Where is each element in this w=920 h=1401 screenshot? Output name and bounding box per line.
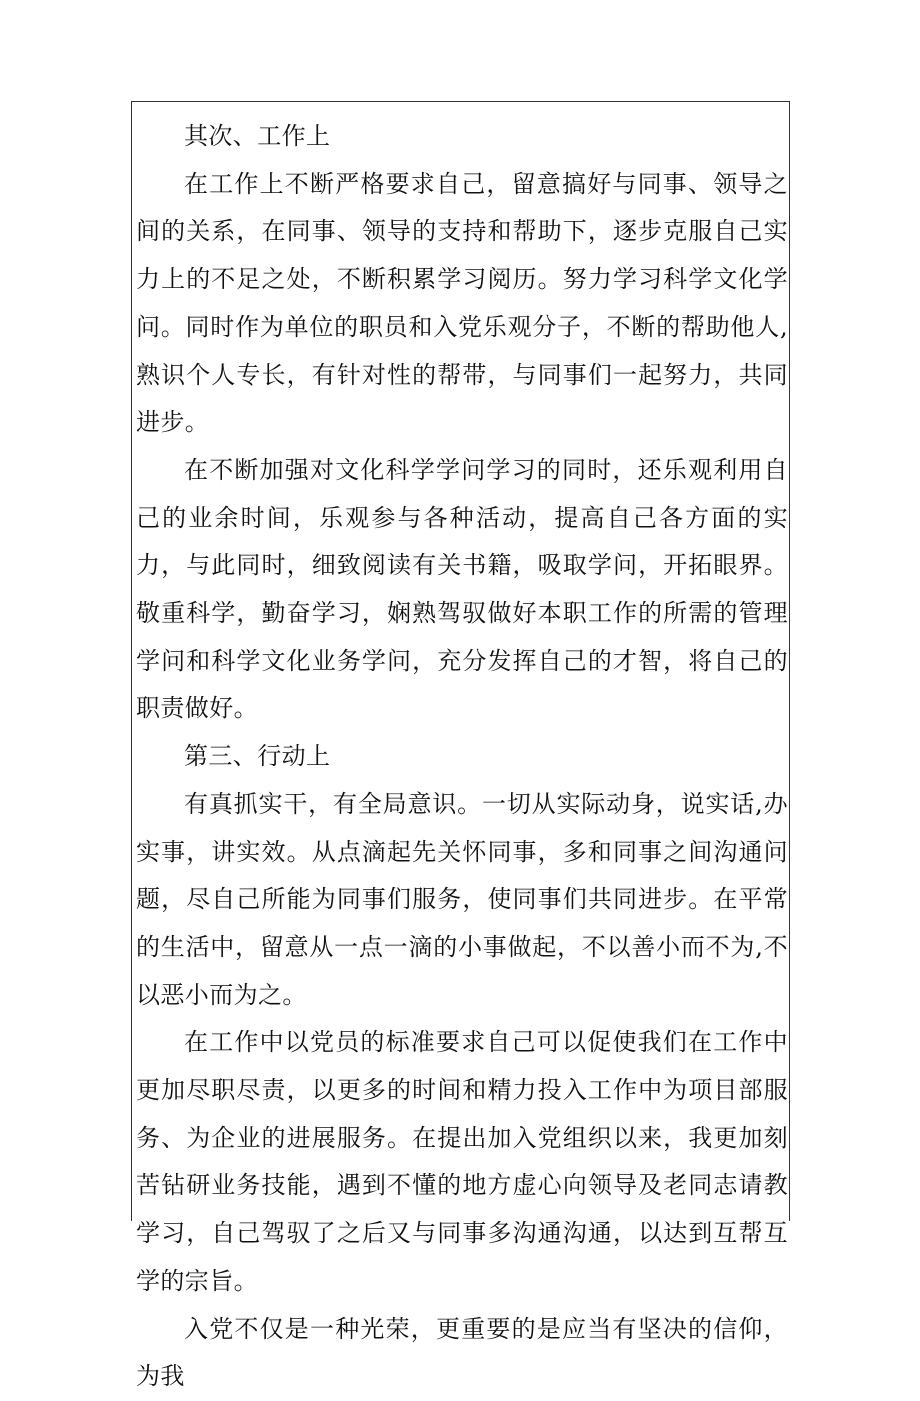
paragraph-action-2: 在工作中以党员的标准要求自己可以促使我们在工作中更加尽职尽责，以更多的时间和精力投入工作中为项目部服务、为企业的进展服务。在提出加入党组织以来，我更加刻苦钻研业务技能，遇到不懂的地方虚心向领导及老同志请教学习，自己驾驭了之后又与同事多沟通沟通，以达到互帮互学的宗旨。 (136, 1028, 788, 1295)
section-heading-action: 第三、行动上 (184, 742, 331, 771)
paragraph-closing: 入党不仅是一种光荣，更重要的是应当有坚决的信仰，为我 (136, 1314, 788, 1391)
document-body (136, 113, 788, 1401)
section-heading-work: 其次、工作上 (184, 122, 331, 150)
paragraph-action-1: 有真抓实干，有全局意识。一切从实际动身，说实话,办实事，讲实效。从点滴起先关怀同事，多和同事之间沟通问题，尽自己所能为同事们服务，使同事们共同进步。在平常的生活中，留意从一点一滴的小事做起，不以善小而不为,不以恶小而为之。 (136, 789, 788, 1009)
paragraph-work-2: 在不断加强对文化科学学问学习的同时，还乐观利用自己的业余时间，乐观参与各种活动，提高自己各方面的实力，与此同时，细致阅读有关书籍，吸取学问，开拓眼界。敬重科学，勤奋学习，娴熟驾驭做好本职工作的所需的管理学问和科学文化业务学问，充分发挥自己的才智，将自己的职责做好。 (136, 455, 788, 723)
paragraph-work-1: 在工作上不断严格要求自己，留意搞好与同事、领导之间的关系，在同事、领导的支持和帮助下，逐步克服自己实力上的不足之处，不断积累学习阅历。努力学习科学文化学问。同时作为单位的职员和入党乐观分子，不断的帮助他人,熟识个人专长，有针对性的帮带，与同事们一起努力，共同进步。 (136, 169, 788, 437)
